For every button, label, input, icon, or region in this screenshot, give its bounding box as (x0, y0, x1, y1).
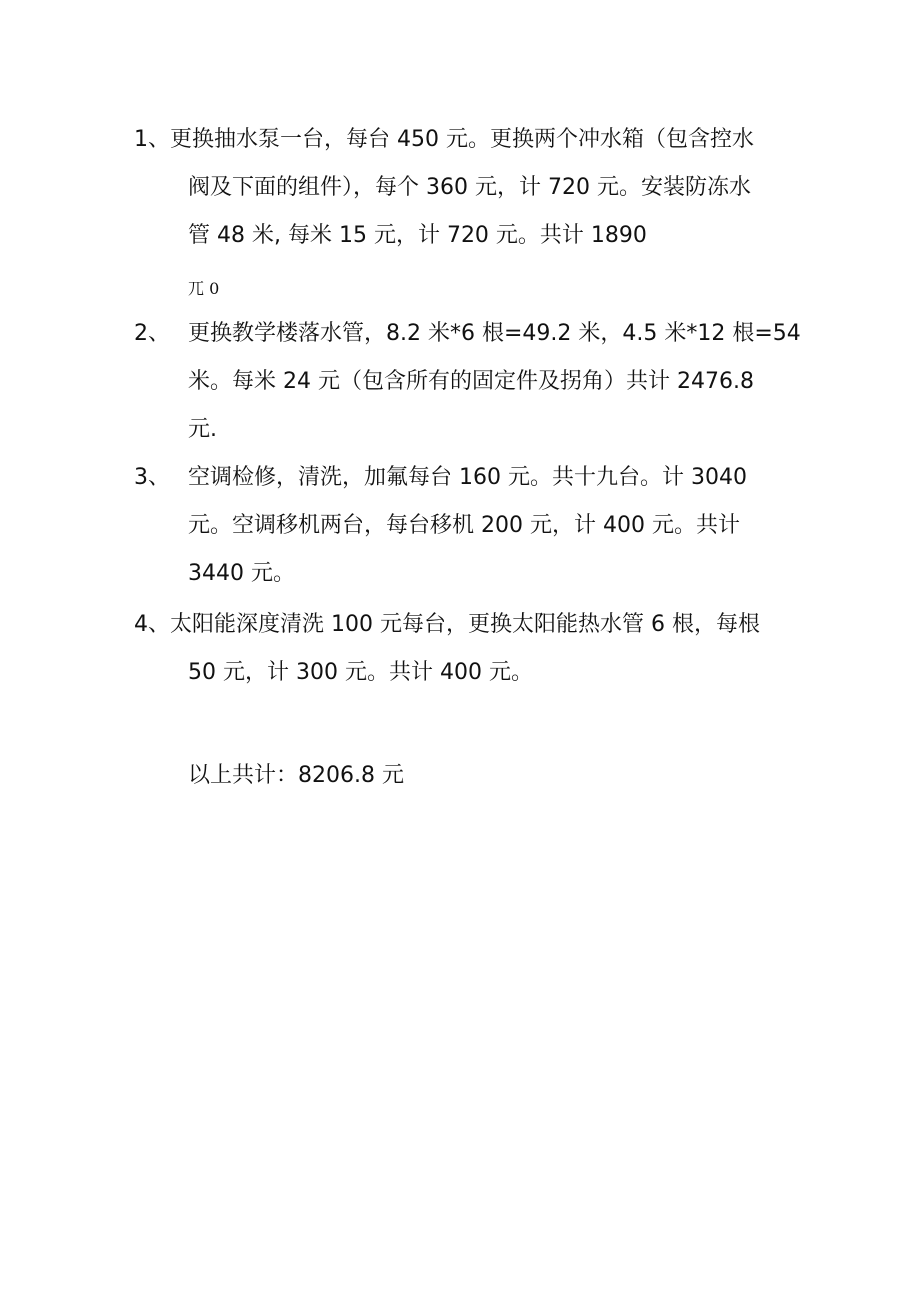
item-text-line: 元. (188, 417, 217, 442)
item-text-line: 3440 元。 (188, 561, 295, 586)
item-number: 4、 (134, 612, 170, 637)
item-number: 1、 (134, 127, 170, 152)
item-text-line: 更换抽水泵一台，每台 450 元。更换两个冲水箱（包含控水 (170, 127, 754, 152)
item-text-line: 元。空调移机两台，每台移机 200 元，计 400 元。共计 (188, 513, 740, 538)
grand-total: 以上共计：8206.8 元 (188, 763, 404, 788)
item-text-line: 管 48 米, 每米 15 元，计 720 元。共计 1890 (188, 223, 647, 248)
item-text-line: 米。每米 24 元（包含所有的固定件及拐角）共计 2476.8 (188, 369, 754, 394)
item-number: 3、 (134, 465, 170, 490)
item-text-line: 更换教学楼落水管，8.2 米*6 根=49.2 米，4.5 米*12 根=54 (188, 321, 801, 346)
item-number: 2、 (134, 321, 170, 346)
item-text-line: 阀及下面的组件），每个 360 元，计 720 元。安装防冻水 (188, 175, 751, 200)
item-text-line: 50 元，计 300 元。共计 400 元。 (188, 660, 533, 685)
item-text-line: 空调检修，清洗，加氟每台 160 元。共十九台。计 3040 (188, 465, 747, 490)
item-text-line: 太阳能深度清洗 100 元每台，更换太阳能热水管 6 根，每根 (170, 612, 760, 637)
item-text-line: 兀 0 (188, 279, 220, 298)
